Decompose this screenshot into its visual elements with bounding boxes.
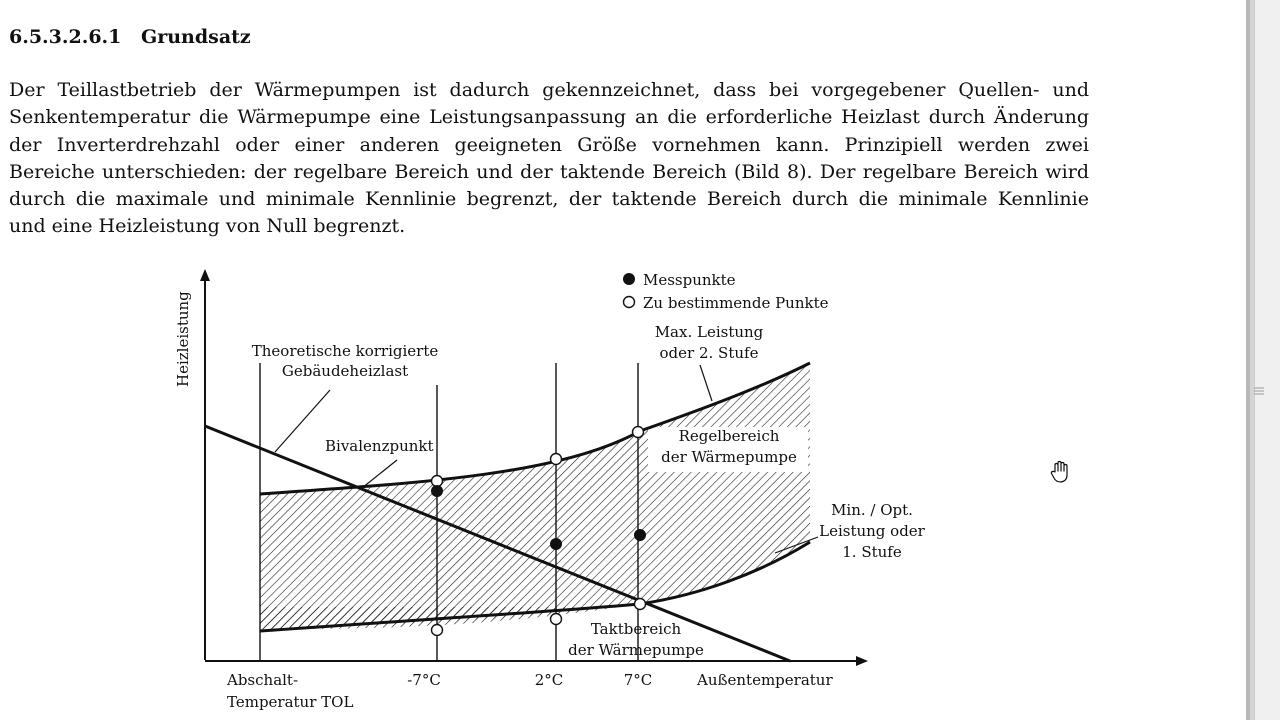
min-curve-label: Leistung oder xyxy=(819,522,925,540)
y-axis-arrow xyxy=(200,269,210,281)
max-curve-label: oder 2. Stufe xyxy=(659,344,759,362)
point-to-determine xyxy=(633,427,644,438)
leader-max xyxy=(700,365,712,401)
x-tick-tol: Temperatur TOL xyxy=(227,693,354,711)
min-curve-label: Min. / Opt. xyxy=(831,501,913,519)
leader-building-load xyxy=(275,390,330,452)
min-curve-label: 1. Stufe xyxy=(842,543,902,561)
scroll-grip-icon[interactable] xyxy=(1253,386,1265,396)
measured-point xyxy=(634,529,646,541)
legend-open-marker xyxy=(624,297,635,308)
section-title: Grundsatz xyxy=(141,26,251,48)
point-to-determine xyxy=(551,614,562,625)
x-axis-label: Außentemperatur xyxy=(697,671,833,689)
building-load-label: Theoretische korrigierte xyxy=(251,342,439,360)
paragraph-line: Senkentemperatur die Wärmepumpe eine Leistungsanpassung an die erforderliche Heizlast durch Änderung xyxy=(9,106,1089,129)
hand-grab-icon xyxy=(1049,460,1071,484)
point-to-determine xyxy=(432,625,443,636)
x-tick-minus7: -7°C xyxy=(407,671,441,689)
legend-measured-marker xyxy=(623,273,635,285)
measured-point xyxy=(431,485,443,497)
paragraph-line: und eine Heizleistung von Null begrenzt. xyxy=(9,215,406,238)
section-heading xyxy=(9,26,251,48)
paragraph-line: durch die maximale und minimale Kennlinie begrenzt, der taktende Bereich durch die minimale Kennlinie xyxy=(9,188,1089,211)
point-to-determine xyxy=(432,476,443,487)
measured-point xyxy=(550,538,562,550)
legend-open-label: Zu bestimmende Punkte xyxy=(643,294,829,312)
point-to-determine xyxy=(551,454,562,465)
paragraph-line: Bereiche unterschieden: der regelbare Bereich und der taktende Bereich (Bild 8). Der regelbare Bereich wird xyxy=(9,160,1089,183)
takt-label: Taktbereich xyxy=(590,620,682,638)
y-axis-label: Heizleistung xyxy=(174,291,192,387)
regel-region xyxy=(260,363,810,631)
bivalence-label: Bivalenzpunkt xyxy=(325,437,434,455)
regel-label: Regelbereich xyxy=(678,427,780,445)
max-curve-label: Max. Leistung xyxy=(654,323,764,341)
x-tick-tol: Abschalt- xyxy=(227,671,299,689)
building-load-label: Gebäudeheizlast xyxy=(281,362,409,380)
figure-heat-pump-diagram xyxy=(0,255,1000,720)
regel-label: der Wärmepumpe xyxy=(661,448,797,466)
legend-measured-label: Messpunkte xyxy=(643,271,736,289)
scrollbar-thumb[interactable] xyxy=(1254,0,1280,720)
x-axis-arrow xyxy=(856,656,868,666)
takt-label: der Wärmepumpe xyxy=(568,641,704,659)
point-to-determine xyxy=(635,599,646,610)
section-number: 6.5.3.2.6.1 xyxy=(9,26,122,48)
body-paragraph xyxy=(9,77,1089,241)
x-tick-plus7: 7°C xyxy=(623,671,653,689)
vertical-scrollbar[interactable] xyxy=(1246,0,1280,720)
paragraph-line: der Inverterdrehzahl oder einer anderen geeigneten Größe vornehmen kann. Prinzipiell werden zwei xyxy=(9,133,1089,156)
paragraph-line: Der Teillastbetrieb der Wärmepumpen ist dadurch gekennzeichnet, dass bei vorgegebener Quellen- und xyxy=(9,79,1089,101)
x-tick-plus2: 2°C xyxy=(534,671,564,689)
